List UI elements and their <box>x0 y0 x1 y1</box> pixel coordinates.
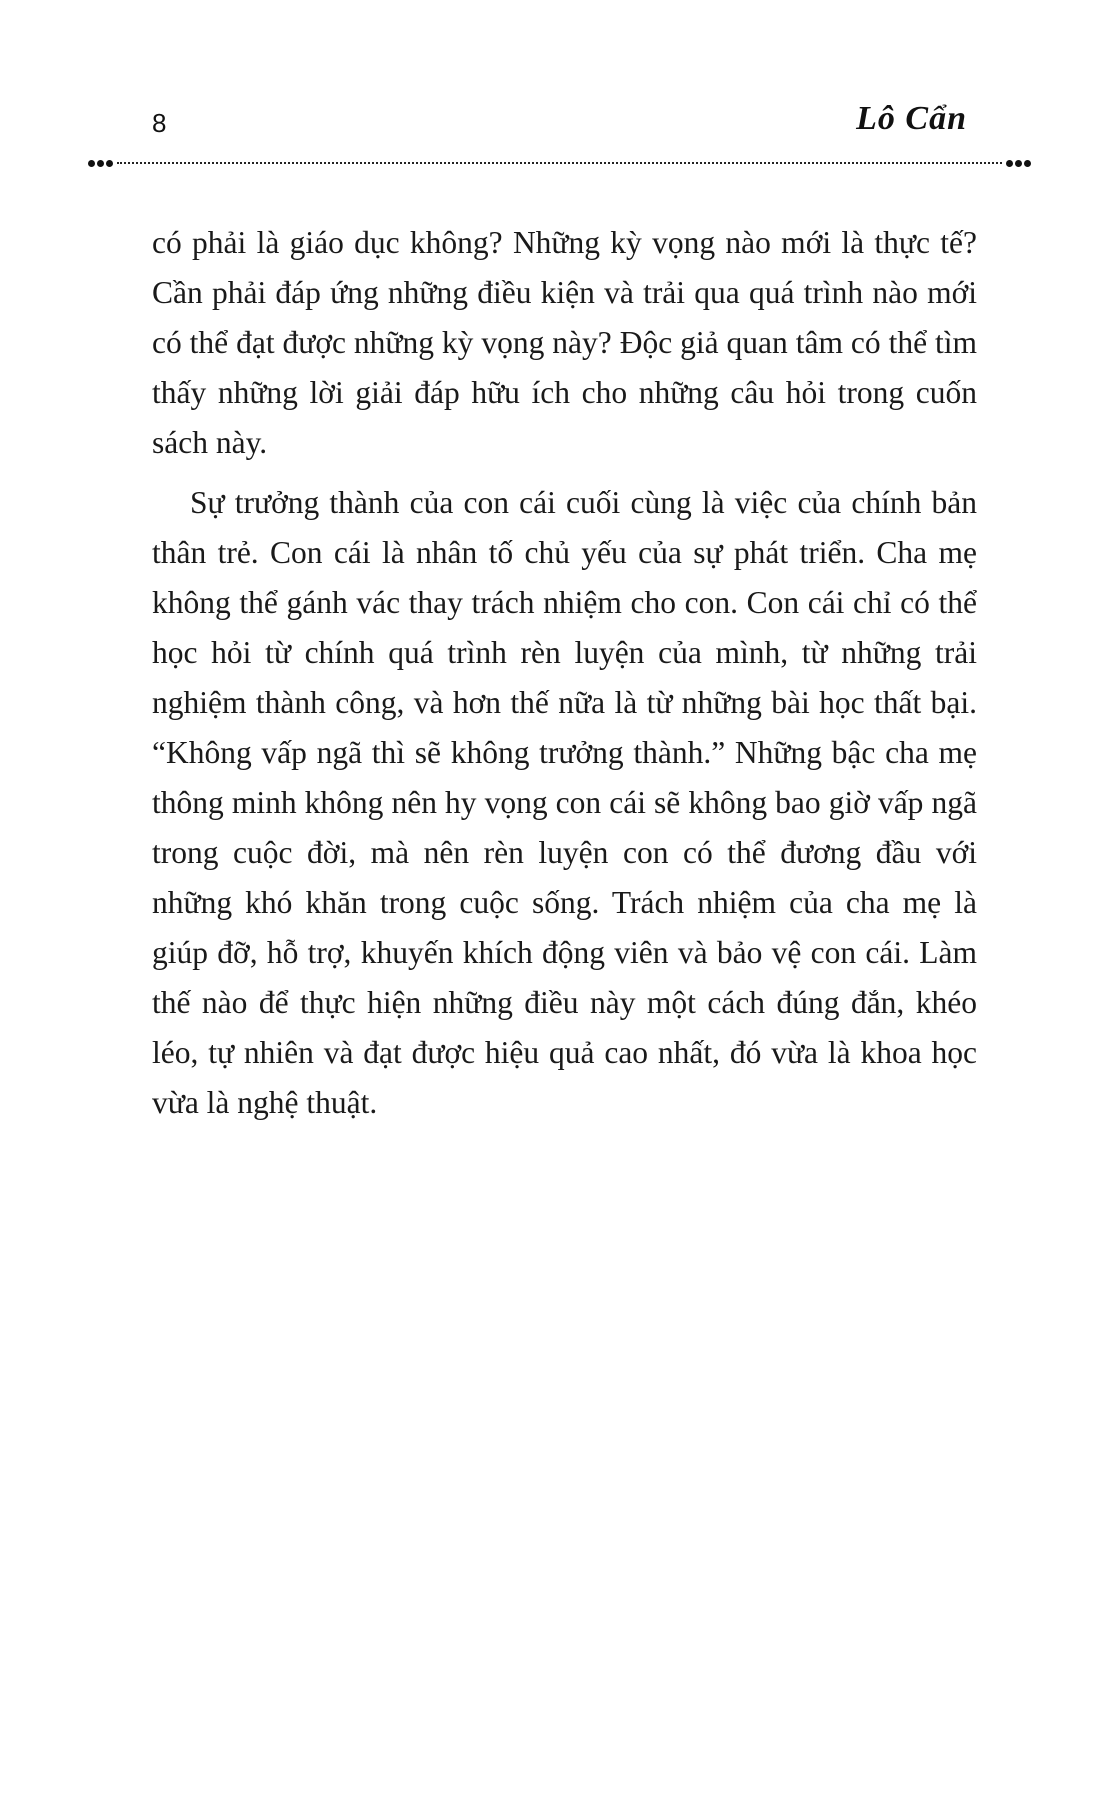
divider-left-ornament <box>88 160 113 167</box>
page-header <box>88 100 1031 150</box>
divider-dotted-line <box>117 162 1002 164</box>
header-divider <box>88 158 1031 168</box>
running-title: Lô Cẩn <box>856 100 967 137</box>
paragraph-1: có phải là giáo dục không? Những kỳ vọng nào mới là thực tế? Cần phải đáp ứng những điều kiện và trải qua quá trình nào mới có thể đạt được những kỳ vọng này? Độc giả quan tâm có thể tìm thấy những lời giải đáp hữu ích cho những câu hỏi trong cuốn sách này. <box>152 225 977 460</box>
page-number: 8 <box>152 108 167 138</box>
paragraph-2: Sự trưởng thành của con cái cuối cùng là việc của chính bản thân trẻ. Con cái là nhân tố chủ yếu của sự phát triển. Cha mẹ không thể gánh vác thay trách nhiệm cho con. Con cái chỉ có thể học hỏi từ chính quá trình rèn luyện của mình, từ những trải nghiệm thành công, và hơn thế nữa là từ những bài học thất bại. “Không vấp ngã thì sẽ không trưởng thành.” Những bậc cha mẹ thông minh không nên hy vọng con cái sẽ không bao giờ vấp ngã trong cuộc đời, mà nên rèn luyện con có thể đương đầu với những khó khăn trong cuộc sống. Trách nhiệm của cha mẹ là giúp đỡ, hỗ trợ, khuyến khích động viên và bảo vệ con cái. Làm thế nào để thực hiện những điều này một cách đúng đắn, khéo léo, tự nhiên và đạt được hiệu quả cao nhất, đó vừa là khoa học vừa là nghệ thuật. <box>152 485 977 1120</box>
body-text <box>152 218 977 1128</box>
divider-right-ornament <box>1006 160 1031 167</box>
